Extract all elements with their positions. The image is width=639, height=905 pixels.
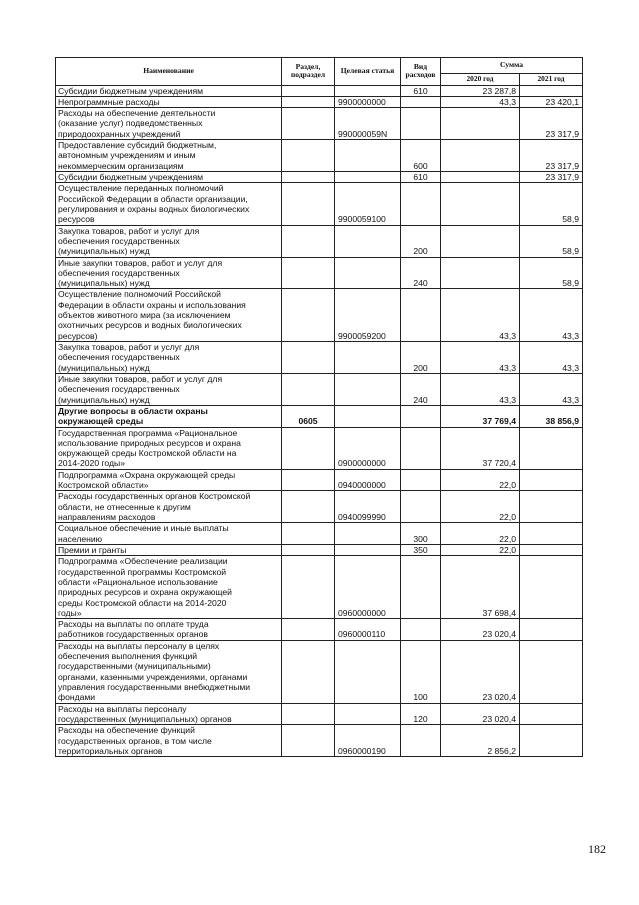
row-name: Иные закупки товаров, работ и услуг для обеспечения государственных (муниципальных) нужд: [56, 257, 282, 289]
row-expense-type: 200: [401, 342, 441, 374]
row-section: [282, 289, 335, 342]
row-sum-2021: 58,9: [520, 225, 583, 257]
row-sum-2020: [441, 140, 520, 172]
budget-table: [55, 57, 583, 757]
row-sum-2021: 23 317,9: [520, 140, 583, 172]
row-sum-2020: 43,3: [441, 373, 520, 405]
row-name: Иные закупки товаров, работ и услуг для обеспечения государственных (муниципальных) нужд: [56, 373, 282, 405]
row-section: [282, 257, 335, 289]
row-target: 0940099990: [335, 491, 401, 523]
row-expense-type: [401, 108, 441, 140]
row-sum-2021: 23 317,9: [520, 108, 583, 140]
row-sum-2020: 23 020,4: [441, 619, 520, 641]
row-section: [282, 556, 335, 619]
row-expense-type: 240: [401, 257, 441, 289]
row-name: Подпрограмма «Обеспечение реализации государственной программы Костромской области «Рациональное использование природных ресурсов и охрана окружающей среды Костромской области на 2014-2020 годы»: [56, 556, 282, 619]
header-target: Целевая статья: [335, 58, 401, 86]
row-expense-type: [401, 469, 441, 491]
row-name: Расходы на выплаты по оплате труда работников государственных органов: [56, 619, 282, 641]
row-name: Государственная программа «Рациональное использование природных ресурсов и охрана окружающей среды Костромской области на 2014-2020 годы»: [56, 427, 282, 469]
row-sum-2021: [520, 85, 583, 96]
row-target: 9900059200: [335, 289, 401, 342]
row-section: [282, 491, 335, 523]
row-section: [282, 619, 335, 641]
table-row: [56, 85, 583, 96]
row-section: [282, 523, 335, 545]
table-row: [56, 257, 583, 289]
header-year-2020: 2020 год: [441, 74, 520, 86]
row-section: [282, 96, 335, 107]
row-expense-type: [401, 405, 441, 427]
row-sum-2021: 43,3: [520, 373, 583, 405]
row-expense-type: [401, 183, 441, 225]
row-expense-type: 100: [401, 640, 441, 703]
row-name: Осуществление полномочий Российской Федерации в области охраны и использования объектов животного мира (за исключением охотничьих ресурсов и водных биологических ресурсов): [56, 289, 282, 342]
row-expense-type: 200: [401, 225, 441, 257]
table-row: [56, 491, 583, 523]
table-row: [56, 556, 583, 619]
row-sum-2020: 22,0: [441, 544, 520, 555]
row-target: [335, 405, 401, 427]
row-section: [282, 140, 335, 172]
header-section: Раздел, подраздел: [282, 58, 335, 86]
row-sum-2021: 23 317,9: [520, 172, 583, 183]
row-section: [282, 172, 335, 183]
row-expense-type: 600: [401, 140, 441, 172]
row-name: Предоставление субсидий бюджетным, автономным учреждениям и иным некоммерческим организациям: [56, 140, 282, 172]
row-sum-2021: [520, 640, 583, 703]
row-target: 0900000000: [335, 427, 401, 469]
table-row: [56, 183, 583, 225]
row-sum-2020: 23 020,4: [441, 703, 520, 725]
row-target: [335, 85, 401, 96]
row-name: Другие вопросы в области охраны окружающей среды: [56, 405, 282, 427]
row-section: [282, 183, 335, 225]
row-expense-type: [401, 96, 441, 107]
row-sum-2021: [520, 544, 583, 555]
row-target: [335, 373, 401, 405]
row-name: Закупка товаров, работ и услуг для обеспечения государственных (муниципальных) нужд: [56, 225, 282, 257]
table-row: [56, 619, 583, 641]
row-target: 9900000000: [335, 96, 401, 107]
row-section: [282, 544, 335, 555]
row-sum-2020: 37 720,4: [441, 427, 520, 469]
row-target: [335, 523, 401, 545]
row-name: Осуществление переданных полномочий Российской Федерации в области организации, регулирования и охраны водных биологических ресурсов: [56, 183, 282, 225]
table-row: [56, 725, 583, 757]
row-sum-2020: 23 020,4: [441, 640, 520, 703]
row-target: 0960000110: [335, 619, 401, 641]
row-expense-type: [401, 427, 441, 469]
row-expense-type: [401, 619, 441, 641]
row-target: [335, 257, 401, 289]
table-row: [56, 523, 583, 545]
page-number: 182: [588, 842, 606, 856]
row-name: Расходы на обеспечение деятельности (оказание услуг) подведомственных природоохранных учреждений: [56, 108, 282, 140]
table-row: [56, 373, 583, 405]
header-type: Вид расходов: [401, 58, 441, 86]
row-sum-2020: [441, 183, 520, 225]
table-row: [56, 703, 583, 725]
row-sum-2021: [520, 523, 583, 545]
row-sum-2020: 43,3: [441, 96, 520, 107]
row-sum-2021: [520, 427, 583, 469]
table-row: [56, 342, 583, 374]
row-sum-2021: 43,3: [520, 342, 583, 374]
row-name: Подпрограмма «Охрана окружающей среды Костромской области»: [56, 469, 282, 491]
table-header: [56, 58, 583, 86]
row-section: [282, 725, 335, 757]
table-row: [56, 640, 583, 703]
row-name: Социальное обеспечение и иные выплаты населению: [56, 523, 282, 545]
header-year-2021: 2021 год: [520, 74, 583, 86]
table-row: [56, 427, 583, 469]
row-name: Непрограммные расходы: [56, 96, 282, 107]
table-row: [56, 469, 583, 491]
row-sum-2021: [520, 619, 583, 641]
row-sum-2021: [520, 703, 583, 725]
row-name: Субсидии бюджетным учреждениям: [56, 172, 282, 183]
row-sum-2021: [520, 469, 583, 491]
row-section: [282, 85, 335, 96]
table-row: [56, 140, 583, 172]
row-section: [282, 427, 335, 469]
row-name: Закупка товаров, работ и услуг для обеспечения государственных (муниципальных) нужд: [56, 342, 282, 374]
row-sum-2020: 43,3: [441, 342, 520, 374]
row-section: [282, 108, 335, 140]
row-sum-2021: 23 420,1: [520, 96, 583, 107]
table-body: [56, 85, 583, 757]
row-sum-2020: 22,0: [441, 491, 520, 523]
row-sum-2020: 2 856,2: [441, 725, 520, 757]
row-section: [282, 342, 335, 374]
row-sum-2021: 58,9: [520, 257, 583, 289]
row-sum-2020: [441, 108, 520, 140]
row-sum-2020: 37 769,4: [441, 405, 520, 427]
row-expense-type: 610: [401, 172, 441, 183]
row-sum-2021: [520, 556, 583, 619]
row-section: [282, 373, 335, 405]
row-expense-type: 610: [401, 85, 441, 96]
row-sum-2020: [441, 225, 520, 257]
row-target: 0960000190: [335, 725, 401, 757]
row-expense-type: [401, 725, 441, 757]
row-target: [335, 225, 401, 257]
row-name: Расходы на выплаты персоналу государственных (муниципальных) органов: [56, 703, 282, 725]
row-target: 0940000000: [335, 469, 401, 491]
table-row: [56, 172, 583, 183]
row-expense-type: [401, 491, 441, 523]
row-expense-type: 300: [401, 523, 441, 545]
header-name: Наименование: [56, 58, 282, 86]
row-section: [282, 469, 335, 491]
row-name: Субсидии бюджетным учреждениям: [56, 85, 282, 96]
row-expense-type: 240: [401, 373, 441, 405]
row-section: [282, 225, 335, 257]
row-target: 9900059100: [335, 183, 401, 225]
row-target: [335, 544, 401, 555]
table-row: [56, 96, 583, 107]
row-name: Премии и гранты: [56, 544, 282, 555]
row-sum-2021: [520, 725, 583, 757]
table-row: [56, 289, 583, 342]
row-sum-2021: 58,9: [520, 183, 583, 225]
row-name: Расходы государственных органов Костромской области, не отнесенные к другим направлениям расходов: [56, 491, 282, 523]
row-sum-2021: [520, 491, 583, 523]
row-section: [282, 703, 335, 725]
row-target: 990000059N: [335, 108, 401, 140]
row-target: [335, 172, 401, 183]
row-sum-2020: [441, 257, 520, 289]
table-row: [56, 108, 583, 140]
row-expense-type: [401, 289, 441, 342]
row-target: [335, 342, 401, 374]
table-row: [56, 544, 583, 555]
row-target: [335, 703, 401, 725]
row-target: [335, 640, 401, 703]
row-section: [282, 640, 335, 703]
row-expense-type: [401, 556, 441, 619]
row-sum-2020: 43,3: [441, 289, 520, 342]
row-expense-type: 120: [401, 703, 441, 725]
row-sum-2020: 23 287,8: [441, 85, 520, 96]
table-row: [56, 405, 583, 427]
row-sum-2021: 38 856,9: [520, 405, 583, 427]
row-sum-2020: 22,0: [441, 469, 520, 491]
row-sum-2021: 43,3: [520, 289, 583, 342]
table-row: [56, 225, 583, 257]
row-name: Расходы на выплаты персоналу в целях обеспечения выполнения функций государственными (муниципальными) органами, казенными учреждениями, органами управления государственными внебюджетными фондами: [56, 640, 282, 703]
row-sum-2020: 37 698,4: [441, 556, 520, 619]
row-sum-2020: 22,0: [441, 523, 520, 545]
header-sum: Сумма: [441, 58, 583, 74]
row-target: 0960000000: [335, 556, 401, 619]
row-name: Расходы на обеспечение функций государственных органов, в том числе территориальных органов: [56, 725, 282, 757]
row-section: 0605: [282, 405, 335, 427]
row-sum-2020: [441, 172, 520, 183]
row-target: [335, 140, 401, 172]
row-expense-type: 350: [401, 544, 441, 555]
